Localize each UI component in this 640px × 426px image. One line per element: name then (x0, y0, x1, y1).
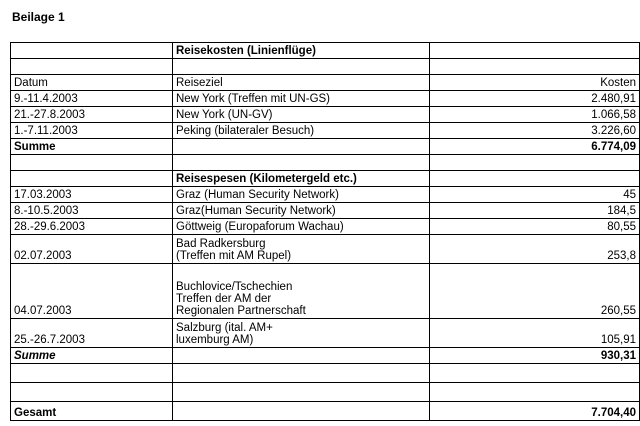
table-row (11, 123, 640, 139)
total-row (11, 402, 640, 421)
row-cost: 1.066,58 (430, 107, 640, 123)
table-row (11, 219, 640, 235)
row-cost: 80,55 (430, 219, 640, 235)
row-date: 21.-27.8.2003 (11, 107, 173, 123)
row-cost: 3.226,60 (430, 123, 640, 139)
empty-row (11, 383, 640, 402)
row-cost: 184,5 (430, 203, 640, 219)
destination-line: luxemburg AM) (176, 334, 254, 346)
empty-row (11, 155, 640, 171)
destination-line: Treffen der AM der (176, 293, 272, 305)
table-row (11, 107, 640, 123)
document-title: Beilage 1 (12, 10, 65, 24)
destination-line: Bad Radkersburg (176, 238, 266, 250)
table-row (11, 91, 640, 107)
table-row (11, 203, 640, 219)
row-date: 02.07.2003 (11, 235, 173, 264)
row-date: 8.-10.5.2003 (11, 203, 173, 219)
row-date: 1.-7.11.2003 (11, 123, 173, 139)
row-destination: New York (UN-GV) (173, 107, 430, 123)
empty-row (11, 59, 640, 75)
row-destination (173, 235, 430, 264)
row-cost: 2.480,91 (430, 91, 640, 107)
sum-value: 6.774,09 (430, 139, 640, 155)
row-date: 25.-26.7.2003 (11, 319, 173, 348)
row-destination (173, 264, 430, 319)
sum-value: 930,31 (430, 348, 640, 364)
destination-line: Salzburg (ital. AM+ (176, 322, 273, 334)
row-destination: Graz (Human Security Network) (173, 187, 430, 203)
row-destination (173, 319, 430, 348)
section1-sum-row (11, 139, 640, 155)
row-destination: Graz(Human Security Network) (173, 203, 430, 219)
row-cost: 105,91 (430, 319, 640, 348)
row-destination: New York (Treffen mit UN-GS) (173, 91, 430, 107)
row-date: 17.03.2003 (11, 187, 173, 203)
column-header-cost: Kosten (430, 75, 640, 91)
total-label: Gesamt (11, 402, 173, 421)
row-cost: 260,55 (430, 264, 640, 319)
sum-label: Summe (11, 348, 173, 364)
section2-sum-row (11, 348, 640, 364)
sum-label: Summe (11, 139, 173, 155)
expense-table (10, 42, 640, 421)
section1-heading-row (11, 43, 640, 59)
row-destination: Peking (bilateraler Besuch) (173, 123, 430, 139)
table-row (11, 187, 640, 203)
column-header-row (11, 75, 640, 91)
column-header-date: Datum (11, 75, 173, 91)
table-row (11, 264, 640, 319)
table-row (11, 235, 640, 264)
section2-heading-row (11, 171, 640, 187)
total-value: 7.704,40 (430, 402, 640, 421)
row-cost: 253,8 (430, 235, 640, 264)
destination-line: (Treffen mit AM Rupel) (176, 250, 292, 262)
destination-line: Buchlovice/Tschechien (176, 281, 293, 293)
row-cost: 45 (430, 187, 640, 203)
column-header-destination: Reiseziel (173, 75, 430, 91)
empty-row (11, 364, 640, 383)
section2-heading: Reisespesen (Kilometergeld etc.) (173, 171, 430, 187)
section1-heading: Reisekosten (Linienflüge) (173, 43, 430, 59)
table-row (11, 319, 640, 348)
row-date: 04.07.2003 (11, 264, 173, 319)
destination-line: Regionalen Partnerschaft (176, 305, 306, 317)
row-destination: Göttweig (Europaforum Wachau) (173, 219, 430, 235)
row-date: 28.-29.6.2003 (11, 219, 173, 235)
row-date: 9.-11.4.2003 (11, 91, 173, 107)
